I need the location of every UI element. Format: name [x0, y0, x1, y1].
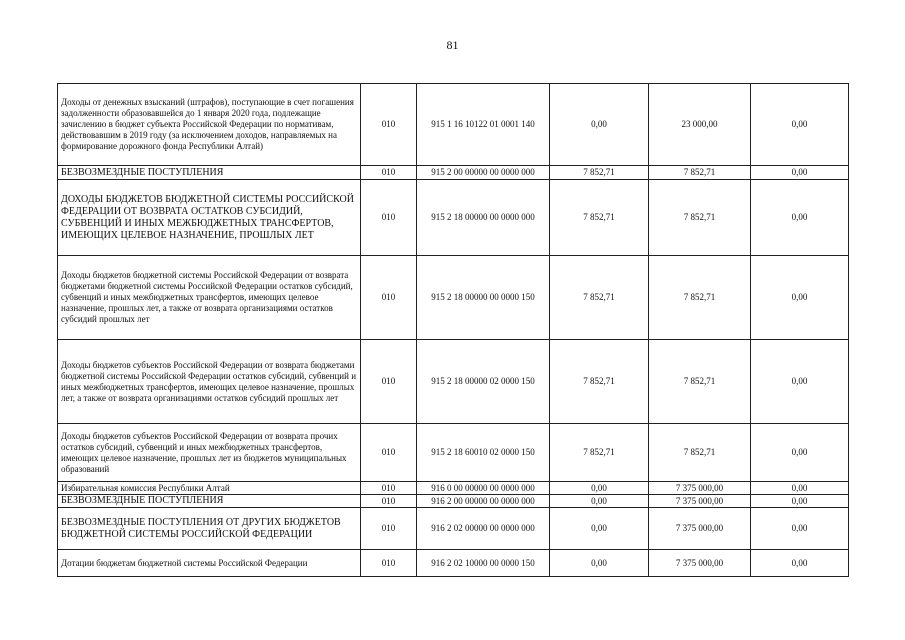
- table-row: [58, 508, 849, 550]
- row-value-3: 0,00: [751, 84, 849, 166]
- row-kbk: 915 2 18 00000 00 0000 000: [417, 180, 550, 256]
- budget-table: [57, 83, 849, 577]
- row-name: Доходы от денежных взысканий (штрафов), поступающие в счет погашения задолженности образовавшейся до 1 января 2020 года, подлежащие зачислению в бюджет субъекта Российской Федерации по нормативам, действовавшим в 2019 году (за исключением доходов, направляемых на формирование дорожного фонда Республики Алтай): [58, 84, 361, 166]
- row-value-2: 7 852,71: [649, 340, 751, 424]
- table-row: [58, 482, 849, 495]
- page-number: 81: [446, 38, 459, 52]
- row-value-1: 7 852,71: [550, 256, 649, 340]
- row-value-3: 0,00: [751, 180, 849, 256]
- row-value-3: 0,00: [751, 495, 849, 508]
- row-code: 010: [361, 180, 417, 256]
- row-code: 010: [361, 508, 417, 550]
- row-value-1: 0,00: [550, 495, 649, 508]
- row-kbk: 916 0 00 00000 00 0000 000: [417, 482, 550, 495]
- row-code: 010: [361, 482, 417, 495]
- budget-table-body: [58, 84, 849, 577]
- row-kbk: 915 2 18 00000 00 0000 150: [417, 256, 550, 340]
- row-value-3: 0,00: [751, 508, 849, 550]
- row-name: Доходы бюджетов бюджетной системы Российской Федерации от возврата бюджетами бюджетной системы Российской Федерации остатков субсидий, субвенций и иных межбюджетных трансфертов, имеющих целевое назначение, прошлых лет, а также от возврата организациями остатков субсидий прошлых лет: [58, 256, 361, 340]
- row-value-2: 7 852,71: [649, 166, 751, 180]
- table-row: [58, 166, 849, 180]
- row-code: 010: [361, 424, 417, 482]
- row-value-2: 7 852,71: [649, 256, 751, 340]
- row-value-1: 7 852,71: [550, 340, 649, 424]
- row-value-3: 0,00: [751, 166, 849, 180]
- row-name: БЕЗВОЗМЕЗДНЫЕ ПОСТУПЛЕНИЯ ОТ ДРУГИХ БЮДЖЕТОВ БЮДЖЕТНОЙ СИСТЕМЫ РОССИЙСКОЙ ФЕДЕРАЦИИ: [58, 508, 361, 550]
- row-name: Доходы бюджетов субъектов Российской Федерации от возврата бюджетами бюджетной системы Российской Федерации остатков субсидий, субвенций и иных межбюджетных трансфертов, имеющих целевое назначение, прошлых лет, а также от возврата организациями остатков субсидий прошлых лет: [58, 340, 361, 424]
- row-value-3: 0,00: [751, 340, 849, 424]
- row-code: 010: [361, 166, 417, 180]
- table-row: [58, 550, 849, 577]
- row-value-2: 7 375 000,00: [649, 508, 751, 550]
- row-value-1: 7 852,71: [550, 166, 649, 180]
- row-value-3: 0,00: [751, 424, 849, 482]
- table-row: [58, 424, 849, 482]
- row-name: Дотации бюджетам бюджетной системы Российской Федерации: [58, 550, 361, 577]
- row-value-1: 0,00: [550, 482, 649, 495]
- row-value-2: 7 375 000,00: [649, 495, 751, 508]
- row-kbk: 915 1 16 10122 01 0001 140: [417, 84, 550, 166]
- row-value-2: 7 852,71: [649, 180, 751, 256]
- row-kbk: 916 2 02 10000 00 0000 150: [417, 550, 550, 577]
- row-name: ДОХОДЫ БЮДЖЕТОВ БЮДЖЕТНОЙ СИСТЕМЫ РОССИЙСКОЙ ФЕДЕРАЦИИ ОТ ВОЗВРАТА ОСТАТКОВ СУБСИДИЙ, СУБВЕНЦИЙ И ИНЫХ МЕЖБЮДЖЕТНЫХ ТРАНСФЕРТОВ, ИМЕЮЩИХ ЦЕЛЕВОЕ НАЗНАЧЕНИЕ, ПРОШЛЫХ ЛЕТ: [58, 180, 361, 256]
- row-value-1: 7 852,71: [550, 180, 649, 256]
- row-name: БЕЗВОЗМЕЗДНЫЕ ПОСТУПЛЕНИЯ: [58, 495, 361, 508]
- row-name: Избирательная комиссия Республики Алтай: [58, 482, 361, 495]
- row-value-1: 0,00: [550, 550, 649, 577]
- row-kbk: 916 2 02 00000 00 0000 000: [417, 508, 550, 550]
- row-code: 010: [361, 550, 417, 577]
- row-value-3: 0,00: [751, 256, 849, 340]
- row-kbk: 915 2 00 00000 00 0000 000: [417, 166, 550, 180]
- row-kbk: 915 2 18 00000 02 0000 150: [417, 340, 550, 424]
- table-row: [58, 340, 849, 424]
- row-value-1: 7 852,71: [550, 424, 649, 482]
- row-value-2: 7 375 000,00: [649, 482, 751, 495]
- table-row: [58, 256, 849, 340]
- row-value-1: 0,00: [550, 84, 649, 166]
- row-code: 010: [361, 256, 417, 340]
- row-name: Доходы бюджетов субъектов Российской Федерации от возврата прочих остатков субсидий, субвенций и иных межбюджетных трансфертов, имеющих целевое назначение, прошлых лет из бюджетов муниципальных образований: [58, 424, 361, 482]
- row-value-2: 23 000,00: [649, 84, 751, 166]
- row-value-2: 7 375 000,00: [649, 550, 751, 577]
- table-row: [58, 495, 849, 508]
- table-row: [58, 84, 849, 166]
- row-value-3: 0,00: [751, 482, 849, 495]
- row-value-3: 0,00: [751, 550, 849, 577]
- row-kbk: 915 2 18 60010 02 0000 150: [417, 424, 550, 482]
- row-kbk: 916 2 00 00000 00 0000 000: [417, 495, 550, 508]
- row-code: 010: [361, 340, 417, 424]
- row-code: 010: [361, 495, 417, 508]
- row-code: 010: [361, 84, 417, 166]
- row-value-1: 0,00: [550, 508, 649, 550]
- table-row: [58, 180, 849, 256]
- row-name: БЕЗВОЗМЕЗДНЫЕ ПОСТУПЛЕНИЯ: [58, 166, 361, 180]
- row-value-2: 7 852,71: [649, 424, 751, 482]
